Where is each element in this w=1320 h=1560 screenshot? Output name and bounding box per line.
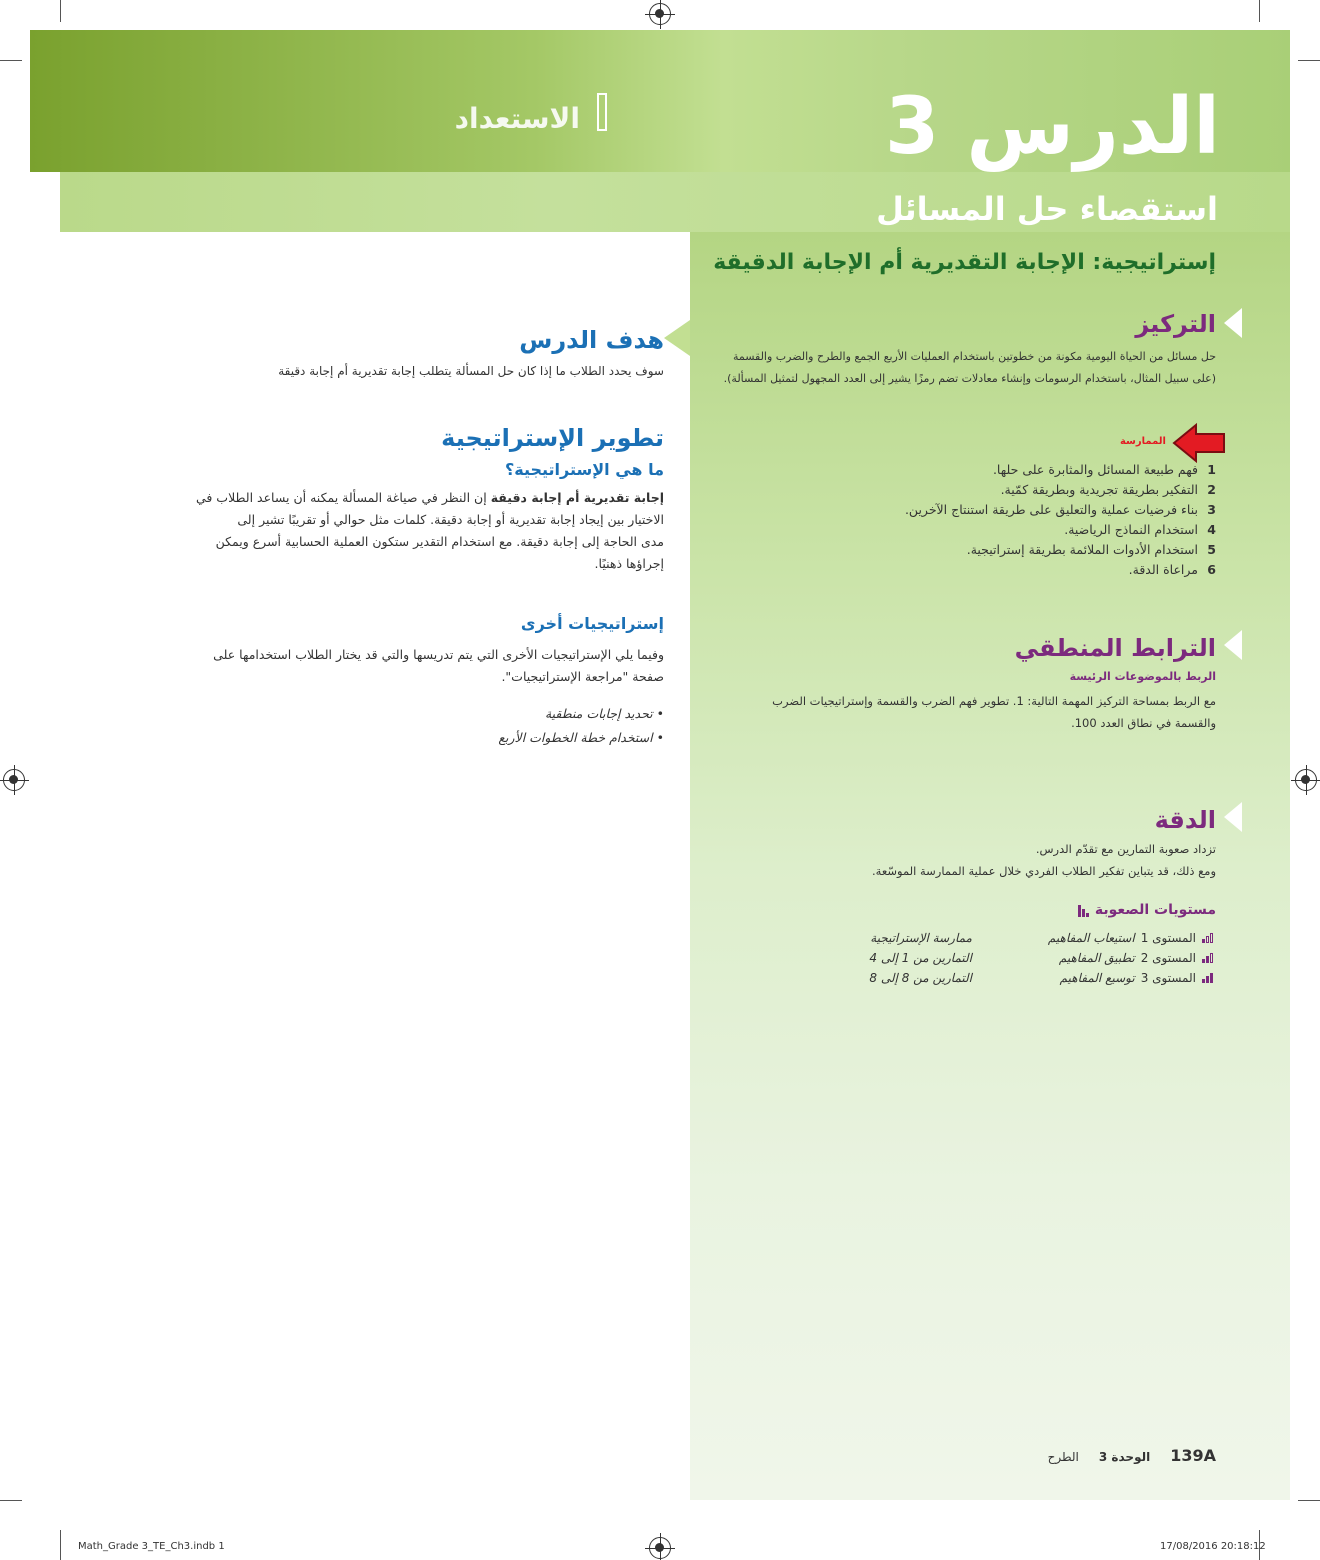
- levels-title: مستويات الصعوبة: [1094, 902, 1216, 918]
- rigor-text: [716, 838, 1216, 882]
- lesson-subtitle: استقصاء حل المسائل: [876, 190, 1218, 228]
- focus-text: [706, 346, 1216, 390]
- strategy-title: إستراتيجية: الإجابة التقديرية أم الإجابة الدقيقة: [713, 250, 1216, 275]
- table-row: [736, 968, 1216, 988]
- level-name: استيعاب المفاهيم: [1047, 931, 1135, 945]
- table-row: [736, 948, 1216, 968]
- footer-unit: الوحدة 3: [1098, 1450, 1151, 1464]
- crop-mark: [60, 1530, 61, 1560]
- list-item-text: بناء فرضيات عملية والتعليق على طريقة استنتاج الآخرين.: [904, 502, 1198, 517]
- list-item-number: 2: [1207, 482, 1216, 497]
- levels-table: [736, 928, 1216, 988]
- list-item: • استخدام خطة الخطوات الأربع: [498, 730, 664, 745]
- footer-topic: الطرح: [1047, 1450, 1079, 1464]
- page-footer: [1048, 1446, 1216, 1465]
- goal-title: هدف الدرس: [519, 326, 664, 354]
- section-tab-icon: [664, 320, 690, 356]
- table-row: [736, 928, 1216, 948]
- level-name: تطبيق المفاهيم: [1058, 951, 1135, 965]
- list-item-number: 6: [1207, 562, 1216, 577]
- level-label: المستوى 2: [1140, 951, 1196, 965]
- coherence-title: الترابط المنطقي: [1014, 634, 1216, 662]
- registration-mark-icon: [3, 769, 25, 791]
- prep-bar-icon: [597, 93, 607, 131]
- registration-mark-icon: [1295, 769, 1317, 791]
- develop-text-line: [164, 487, 664, 509]
- practice-list: [836, 460, 1216, 580]
- list-item: [836, 540, 1216, 560]
- triangle-icon: [1224, 308, 1242, 338]
- focus-text-line: (على سبيل المثال، باستخدام الرسومات وإنشاء معادلات تضم رمزًا يشير إلى العدد المجهول لتمثيل المسألة).: [723, 372, 1216, 385]
- develop-text: [164, 487, 664, 575]
- develop-line1-rest: إن النظر في صياغة المسألة يمكنه أن يساعد الطلاب في: [195, 490, 491, 505]
- arrow-left-icon: [1172, 422, 1226, 464]
- develop-text-line: إجراؤها ذهنيًا.: [594, 556, 664, 571]
- level-right: التمارين من 1 إلى 4: [869, 951, 972, 965]
- list-item: [836, 520, 1216, 540]
- level-label: المستوى 3: [1140, 971, 1196, 985]
- crop-mark: [1298, 60, 1320, 61]
- list-item: [836, 460, 1216, 480]
- rigor-text-line: تزداد صعوبة التمارين مع تقدّم الدرس.: [1035, 842, 1216, 856]
- page-number: 139A: [1170, 1446, 1216, 1465]
- crop-mark: [60, 0, 61, 22]
- crop-mark: [0, 60, 22, 61]
- other-text-line: وفيما يلي الإستراتيجيات الأخرى التي يتم تدريسها والتي قد يختار الطلاب استخدامها على: [213, 647, 664, 662]
- develop-text-line: مدى الحاجة إلى إجابة دقيقة. مع استخدام التقدير ستكون العملية الحسابية أسرع ويمكن: [215, 534, 664, 549]
- level-name: توسيع المفاهيم: [1059, 971, 1135, 985]
- practice-label: الممارسة: [1119, 436, 1166, 447]
- develop-title: تطوير الإستراتيجية: [441, 424, 664, 452]
- other-text-line: صفحة "مراجعة الإستراتيجيات".: [501, 669, 664, 684]
- registration-mark-icon: [649, 1537, 671, 1559]
- bullet-text: استخدام خطة الخطوات الأربع: [498, 730, 653, 745]
- other-text: [164, 644, 664, 688]
- develop-subtitle: ما هي الإستراتيجية؟: [504, 460, 664, 479]
- crop-mark: [1259, 0, 1260, 22]
- crop-mark: [1298, 1500, 1320, 1501]
- list-item: [836, 480, 1216, 500]
- level-right: التمارين من 8 إلى 8: [869, 971, 972, 985]
- slug-date: 17/08/2016 20:18:12: [1160, 1541, 1266, 1552]
- list-item-text: مراعاة الدقة.: [1128, 562, 1198, 577]
- rigor-text-line: ومع ذلك، قد يتباين تفكير الطلاب الفردي خلال عملية الممارسة الموسّعة.: [872, 864, 1216, 878]
- other-title: إستراتيجيات أخرى: [520, 614, 664, 633]
- lesson-title: الدرس 3: [884, 82, 1220, 172]
- level-label: المستوى 1: [1140, 931, 1196, 945]
- list-item-number: 1: [1207, 462, 1216, 477]
- difficulty-bars-icon: [1202, 933, 1216, 943]
- levels-heading: [1073, 902, 1216, 918]
- goal-text: سوف يحدد الطلاب ما إذا كان حل المسألة يتطلب إجابة تقديرية أم إجابة دقيقة: [278, 364, 664, 378]
- focus-title: التركيز: [1135, 310, 1216, 338]
- list-item-text: استخدام النماذج الرياضية.: [1064, 522, 1198, 537]
- triangle-icon: [1224, 802, 1242, 832]
- bullet-text: تحديد إجابات منطقية: [544, 706, 653, 721]
- list-item: [836, 560, 1216, 580]
- difficulty-bars-icon: [1073, 903, 1089, 917]
- list-item-text: استخدام الأدوات الملائمة بطريقة إستراتيجية.: [966, 542, 1198, 557]
- coherence-text: [716, 690, 1216, 734]
- level-cell: [986, 968, 1216, 988]
- level-right: ممارسة الإستراتيجية: [870, 931, 972, 945]
- difficulty-bars-icon: [1202, 953, 1216, 963]
- rigor-title: الدقة: [1154, 806, 1216, 834]
- prep-label: الاستعداد: [454, 102, 580, 135]
- develop-text-line: الاختيار بين إيجاد إجابة تقديرية أو إجابة دقيقة. كلمات مثل حوالي أو تقريبًا تشير إلى: [237, 512, 664, 527]
- level-cell: [986, 928, 1216, 948]
- list-item-number: 5: [1207, 542, 1216, 557]
- list-item-number: 3: [1207, 502, 1216, 517]
- develop-bold-lead: إجابة تقديرية أم إجابة دقيقة: [490, 490, 664, 505]
- coherence-text-line: مع الربط بمساحة التركيز المهمة التالية: 1. تطوير فهم الضرب والقسمة وإستراتيجيات الضرب: [772, 694, 1216, 708]
- coherence-text-line: والقسمة في نطاق العدد 100.: [1071, 716, 1216, 730]
- slug-file: Math_Grade 3_TE_Ch3.indb 1: [78, 1541, 225, 1552]
- list-item: • تحديد إجابات منطقية: [544, 706, 664, 721]
- list-item: [836, 500, 1216, 520]
- level-cell: [986, 948, 1216, 968]
- list-item-text: فهم طبيعة المسائل والمثابرة على حلها.: [992, 462, 1198, 477]
- coherence-subtitle: الربط بالموضوعات الرئيسة: [1069, 670, 1216, 683]
- list-item-number: 4: [1207, 522, 1216, 537]
- crop-mark: [0, 1500, 22, 1501]
- difficulty-bars-icon: [1202, 973, 1216, 983]
- list-item-text: التفكير بطريقة تجريدية وبطريقة كمّية.: [1000, 482, 1198, 497]
- other-bullets: [184, 702, 664, 750]
- focus-text-line: حل مسائل من الحياة اليومية مكونة من خطوتين باستخدام العمليات الأربع الجمع والطرح والضرب والقسمة: [732, 350, 1216, 363]
- registration-mark-icon: [649, 3, 671, 25]
- triangle-icon: [1224, 630, 1242, 660]
